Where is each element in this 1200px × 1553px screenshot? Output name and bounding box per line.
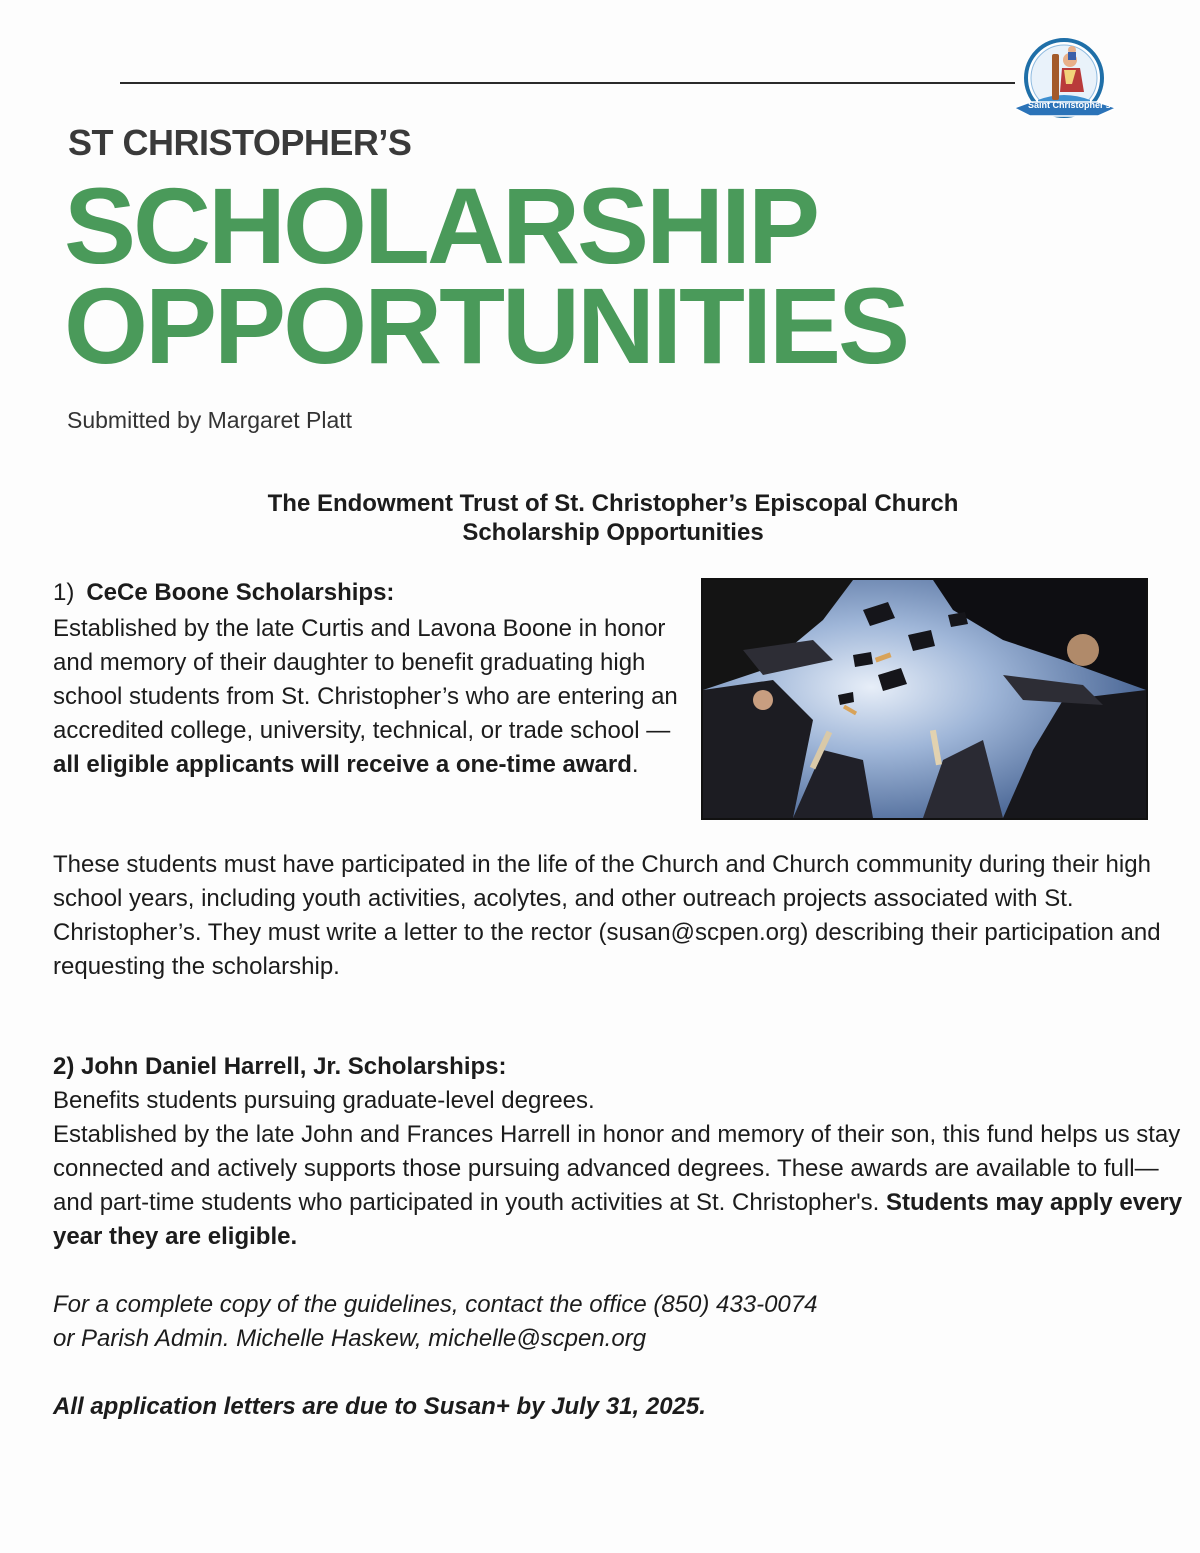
section2-body (53, 1084, 1183, 1254)
byline: Submitted by Margaret Platt (67, 407, 353, 433)
page-title-line2: OPPORTUNITIES (64, 265, 908, 386)
section1-body-end: . (631, 751, 639, 778)
section1-title (53, 578, 394, 608)
section2-line1: Benefits students pursuing graduate-level degrees. (53, 1087, 595, 1114)
deadline-notice: All application letters are due to Susan+ by July 31, 2025. (53, 1393, 706, 1420)
section1-body (53, 612, 693, 782)
header-kicker: ST CHRISTOPHER’S (68, 122, 412, 163)
page-title-line1: SCHOLARSHIP (64, 165, 818, 286)
graduation-photo (701, 578, 1148, 820)
header-rule (120, 82, 1015, 84)
intro-heading-line1: The Endowment Trust of St. Christopher’s Episcopal Church (267, 490, 959, 517)
section1-paragraph2: These students must have participated in the life of the Church and Church community during their high school years, including youth activities, acolytes, and other outreach projects associated with St. Christopher’s. They must write a letter to the rector (susan@scpen.org) describing their participation and requesting the scholarship. (53, 851, 1161, 980)
contact-line2: or Parish Admin. Michelle Haskew, michelle@scpen.org (53, 1325, 647, 1352)
section2-body-bold: Students may apply every year they are eligible. (53, 1189, 1183, 1250)
logo-text: Saint Christopher's (1028, 100, 1111, 110)
section1-body-text: Established by the late Curtis and Lavona Boone in honor and memory of their daughter to benefit graduating high school students from St. Christopher’s who are entering an accredited college, university, technical, or trade school — (53, 615, 678, 744)
section2-paragraph (53, 1118, 1183, 1254)
intro-heading (0, 489, 1200, 547)
contact-info (53, 1288, 817, 1356)
section2-body-text: Established by the late John and Frances Harrell in honor and memory of their son, this fund helps us stay connected and actively supports those pursuing advanced degrees. These awards are available to full—and part-time students who participated in youth activities at St. Christopher's. (53, 1121, 1181, 1216)
intro-heading-line2: Scholarship Opportunities (462, 519, 764, 546)
contact-line1: For a complete copy of the guidelines, contact the office (850) 433-0074 (53, 1291, 818, 1318)
graduation-caps-image (703, 580, 1146, 818)
section1-body-bold: all eligible applicants will receive a one-time award (53, 751, 632, 778)
section2-title: 2) John Daniel Harrell, Jr. Scholarships: (53, 1053, 507, 1080)
church-logo (1010, 38, 1122, 122)
section1-number: 1) (53, 579, 75, 606)
section1-name: CeCe Boone Scholarships: (86, 579, 395, 606)
